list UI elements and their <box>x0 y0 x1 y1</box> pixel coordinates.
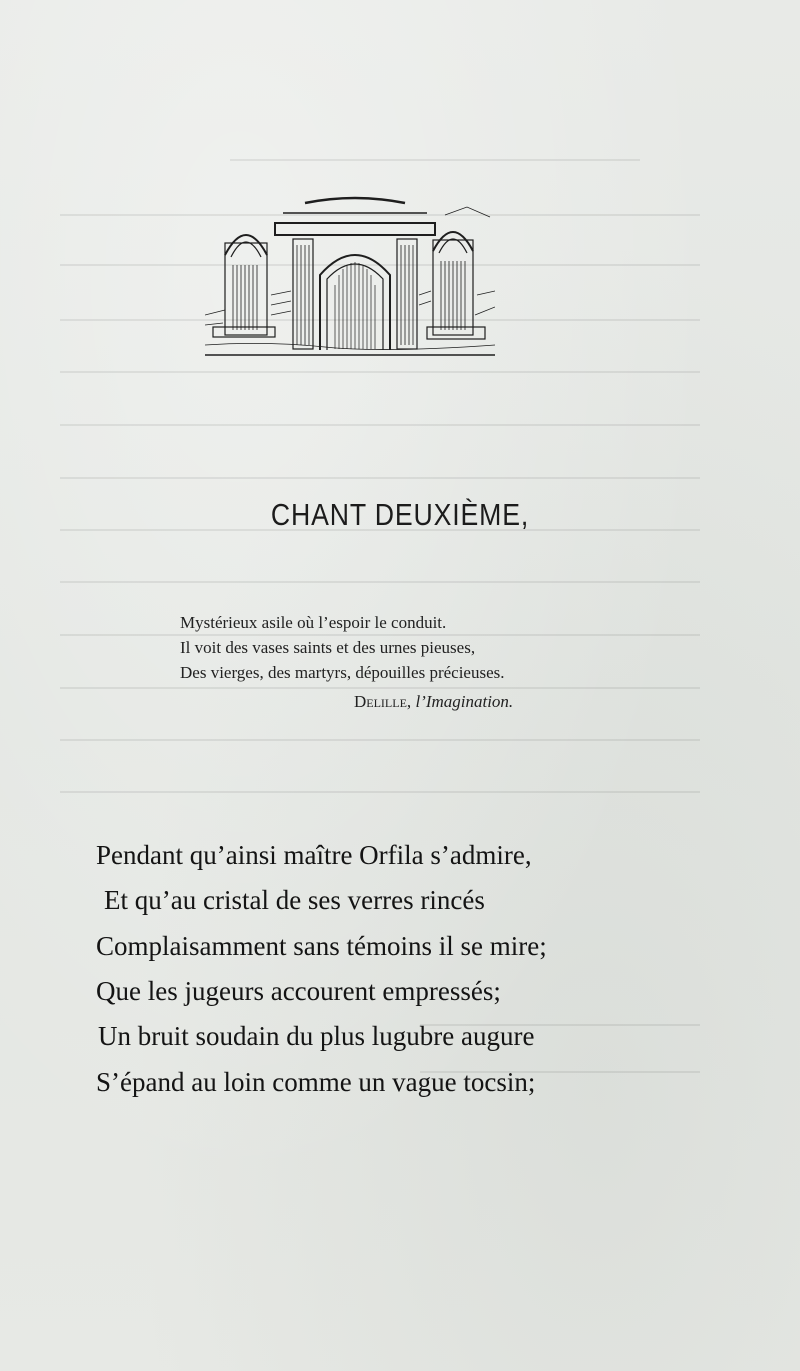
epigraph-line: Il voit des vases saints et des urnes pieuses, <box>180 638 476 657</box>
poem-line: Complaisamment sans témoins il se mire; <box>96 931 547 961</box>
poem-line: S’épand au loin comme un vague tocsin; <box>96 1067 536 1097</box>
poem-line: Que les jugeurs accourent empressés; <box>96 976 501 1006</box>
epigraph-author: Delille, <box>354 692 412 711</box>
poem-line: Pendant qu’ainsi maître Orfila s’admire, <box>96 840 532 870</box>
arch-ruin-vignette <box>205 195 495 363</box>
poem-line: Un bruit soudain du plus lugubre augure <box>98 1021 535 1051</box>
epigraph-attribution <box>354 691 513 713</box>
chapter-title: CHANT DEUXIÈME, <box>270 497 530 532</box>
epigraph-work-title: l’Imagination. <box>415 692 514 711</box>
epigraph-line: Mystérieux asile où l’espoir le conduit. <box>180 613 447 632</box>
epigraph-line: Des vierges, des martyrs, dépouilles précieuses. <box>180 663 505 682</box>
arch-ruin-illustration <box>205 195 495 363</box>
poem-line: Et qu’au cristal de ses verres rincés <box>104 885 485 915</box>
